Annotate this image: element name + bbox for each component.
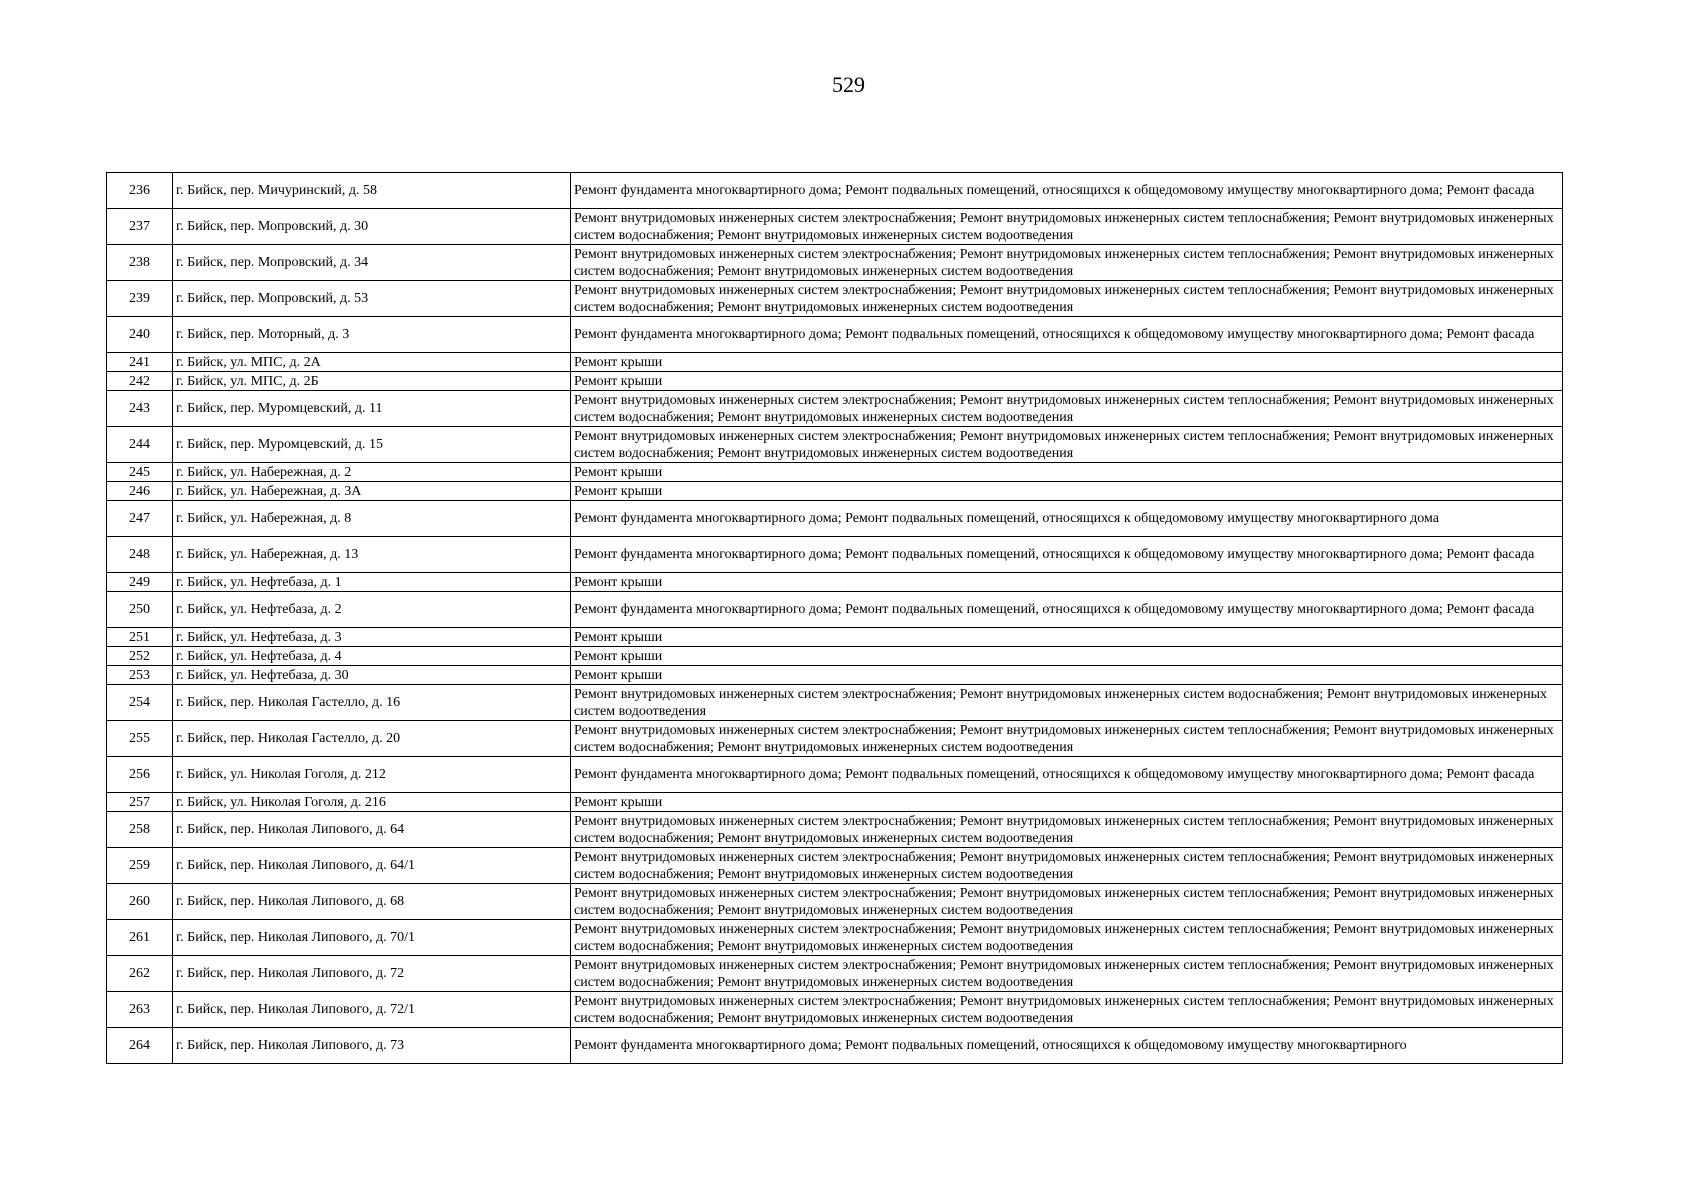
row-number: 250 [107,592,173,628]
row-address: г. Бийск, пер. Николая Липового, д. 68 [173,884,571,920]
table-row [107,685,1563,721]
row-address: г. Бийск, ул. Нефтебаза, д. 1 [173,573,571,592]
table-row [107,592,1563,628]
row-works: Ремонт внутридомовых инженерных систем электроснабжения; Ремонт внутридомовых инженерных систем теплоснабжения; Ремонт внутридомовых инженерных систем водоснабжения; Ремонт внутридомовых инженерных систем водоотведения [571,721,1563,757]
row-works: Ремонт внутридомовых инженерных систем электроснабжения; Ремонт внутридомовых инженерных систем теплоснабжения; Ремонт внутридомовых инженерных систем водоснабжения; Ремонт внутридомовых инженерных систем водоотведения [571,848,1563,884]
row-works: Ремонт фундамента многоквартирного дома; Ремонт подвальных помещений, относящихся к общедомовому имуществу многоквартирного дома [571,501,1563,537]
table-row [107,281,1563,317]
row-number: 237 [107,209,173,245]
row-number: 255 [107,721,173,757]
row-address: г. Бийск, ул. Набережная, д. 2 [173,463,571,482]
table-row [107,647,1563,666]
row-works: Ремонт фундамента многоквартирного дома; Ремонт подвальных помещений, относящихся к общедомовому имуществу многоквартирного [571,1028,1563,1064]
row-address: г. Бийск, пер. Николая Липового, д. 64 [173,812,571,848]
row-works: Ремонт внутридомовых инженерных систем электроснабжения; Ремонт внутридомовых инженерных систем теплоснабжения; Ремонт внутридомовых инженерных систем водоснабжения; Ремонт внутридомовых инженерных систем водоотведения [571,812,1563,848]
row-works: Ремонт фундамента многоквартирного дома; Ремонт подвальных помещений, относящихся к общедомовому имуществу многоквартирного дома; Ремонт фасада [571,317,1563,353]
row-works: Ремонт внутридомовых инженерных систем электроснабжения; Ремонт внутридомовых инженерных систем теплоснабжения; Ремонт внутридомовых инженерных систем водоснабжения; Ремонт внутридомовых инженерных систем водоотведения [571,956,1563,992]
table-row [107,463,1563,482]
table-row [107,537,1563,573]
row-address: г. Бийск, ул. Николая Гоголя, д. 216 [173,793,571,812]
row-address: г. Бийск, ул. Набережная, д. 13 [173,537,571,573]
row-works: Ремонт фундамента многоквартирного дома; Ремонт подвальных помещений, относящихся к общедомовому имуществу многоквартирного дома; Ремонт фасада [571,757,1563,793]
row-address: г. Бийск, пер. Николая Липового, д. 64/1 [173,848,571,884]
row-works: Ремонт фундамента многоквартирного дома; Ремонт подвальных помещений, относящихся к общедомовому имуществу многоквартирного дома; Ремонт фасада [571,592,1563,628]
row-works: Ремонт крыши [571,463,1563,482]
page-number: 529 [832,72,865,97]
row-number: 248 [107,537,173,573]
table-row [107,920,1563,956]
row-number: 256 [107,757,173,793]
row-number: 242 [107,372,173,391]
row-address: г. Бийск, пер. Николая Гастелло, д. 20 [173,721,571,757]
row-number: 254 [107,685,173,721]
row-address: г. Бийск, ул. Николая Гоголя, д. 212 [173,757,571,793]
row-number: 245 [107,463,173,482]
row-address: г. Бийск, ул. Набережная, д. 8 [173,501,571,537]
row-address: г. Бийск, пер. Мопровский, д. 53 [173,281,571,317]
table-row [107,884,1563,920]
row-works: Ремонт внутридомовых инженерных систем электроснабжения; Ремонт внутридомовых инженерных систем теплоснабжения; Ремонт внутридомовых инженерных систем водоснабжения; Ремонт внутридомовых инженерных систем водоотведения [571,391,1563,427]
table-row [107,317,1563,353]
row-number: 249 [107,573,173,592]
row-works: Ремонт внутридомовых инженерных систем электроснабжения; Ремонт внутридомовых инженерных систем теплоснабжения; Ремонт внутридомовых инженерных систем водоснабжения; Ремонт внутридомовых инженерных систем водоотведения [571,920,1563,956]
row-number: 253 [107,666,173,685]
row-number: 246 [107,482,173,501]
row-address: г. Бийск, пер. Мичуринский, д. 58 [173,173,571,209]
row-address: г. Бийск, ул. МПС, д. 2А [173,353,571,372]
table-row [107,209,1563,245]
row-number: 263 [107,992,173,1028]
row-works: Ремонт крыши [571,353,1563,372]
registry-body [107,173,1563,1064]
row-works: Ремонт крыши [571,666,1563,685]
row-works: Ремонт внутридомовых инженерных систем электроснабжения; Ремонт внутридомовых инженерных систем теплоснабжения; Ремонт внутридомовых инженерных систем водоснабжения; Ремонт внутридомовых инженерных систем водоотведения [571,209,1563,245]
row-address: г. Бийск, пер. Николая Липового, д. 73 [173,1028,571,1064]
row-address: г. Бийск, пер. Моторный, д. 3 [173,317,571,353]
table-row [107,482,1563,501]
table-row [107,812,1563,848]
row-number: 251 [107,628,173,647]
table-row [107,245,1563,281]
table-row [107,372,1563,391]
table-row [107,757,1563,793]
row-number: 239 [107,281,173,317]
row-works: Ремонт крыши [571,372,1563,391]
row-address: г. Бийск, пер. Николая Липового, д. 72/1 [173,992,571,1028]
row-address: г. Бийск, ул. Нефтебаза, д. 30 [173,666,571,685]
table-row [107,848,1563,884]
table-row [107,956,1563,992]
row-works: Ремонт фундамента многоквартирного дома; Ремонт подвальных помещений, относящихся к общедомовому имуществу многоквартирного дома; Ремонт фасада [571,173,1563,209]
row-number: 262 [107,956,173,992]
row-number: 260 [107,884,173,920]
repair-registry-table [106,172,1563,1064]
row-address: г. Бийск, ул. Набережная, д. 3А [173,482,571,501]
row-number: 247 [107,501,173,537]
row-address: г. Бийск, пер. Мопровский, д. 34 [173,245,571,281]
table-row [107,173,1563,209]
row-works: Ремонт фундамента многоквартирного дома; Ремонт подвальных помещений, относящихся к общедомовому имуществу многоквартирного дома; Ремонт фасада [571,537,1563,573]
row-number: 236 [107,173,173,209]
table-row [107,666,1563,685]
row-works: Ремонт крыши [571,793,1563,812]
row-works: Ремонт внутридомовых инженерных систем электроснабжения; Ремонт внутридомовых инженерных систем теплоснабжения; Ремонт внутридомовых инженерных систем водоснабжения; Ремонт внутридомовых инженерных систем водоотведения [571,281,1563,317]
row-number: 257 [107,793,173,812]
row-works: Ремонт крыши [571,573,1563,592]
table-row [107,353,1563,372]
row-works: Ремонт крыши [571,647,1563,666]
row-number: 258 [107,812,173,848]
row-address: г. Бийск, ул. Нефтебаза, д. 4 [173,647,571,666]
row-address: г. Бийск, пер. Николая Липового, д. 72 [173,956,571,992]
row-number: 259 [107,848,173,884]
table-row [107,793,1563,812]
row-address: г. Бийск, пер. Николая Липового, д. 70/1 [173,920,571,956]
table-row [107,628,1563,647]
row-address: г. Бийск, пер. Муромцевский, д. 11 [173,391,571,427]
row-number: 240 [107,317,173,353]
table-row [107,501,1563,537]
row-works: Ремонт внутридомовых инженерных систем электроснабжения; Ремонт внутридомовых инженерных систем теплоснабжения; Ремонт внутридомовых инженерных систем водоснабжения; Ремонт внутридомовых инженерных систем водоотведения [571,992,1563,1028]
row-address: г. Бийск, пер. Муромцевский, д. 15 [173,427,571,463]
row-works: Ремонт крыши [571,628,1563,647]
row-works: Ремонт внутридомовых инженерных систем электроснабжения; Ремонт внутридомовых инженерных систем водоснабжения; Ремонт внутридомовых инженерных систем водоотведения [571,685,1563,721]
table-row [107,573,1563,592]
row-number: 261 [107,920,173,956]
row-works: Ремонт внутридомовых инженерных систем электроснабжения; Ремонт внутридомовых инженерных систем теплоснабжения; Ремонт внутридомовых инженерных систем водоснабжения; Ремонт внутридомовых инженерных систем водоотведения [571,884,1563,920]
table-row [107,1028,1563,1064]
row-number: 241 [107,353,173,372]
row-address: г. Бийск, пер. Николая Гастелло, д. 16 [173,685,571,721]
row-works: Ремонт крыши [571,482,1563,501]
table-row [107,992,1563,1028]
row-works: Ремонт внутридомовых инженерных систем электроснабжения; Ремонт внутридомовых инженерных систем теплоснабжения; Ремонт внутридомовых инженерных систем водоснабжения; Ремонт внутридомовых инженерных систем водоотведения [571,245,1563,281]
row-number: 252 [107,647,173,666]
row-address: г. Бийск, ул. Нефтебаза, д. 2 [173,592,571,628]
table-row [107,391,1563,427]
table-row [107,427,1563,463]
row-works: Ремонт внутридомовых инженерных систем электроснабжения; Ремонт внутридомовых инженерных систем теплоснабжения; Ремонт внутридомовых инженерных систем водоснабжения; Ремонт внутридомовых инженерных систем водоотведения [571,427,1563,463]
row-address: г. Бийск, ул. МПС, д. 2Б [173,372,571,391]
row-number: 238 [107,245,173,281]
row-number: 244 [107,427,173,463]
row-number: 264 [107,1028,173,1064]
row-address: г. Бийск, ул. Нефтебаза, д. 3 [173,628,571,647]
row-number: 243 [107,391,173,427]
table-row [107,721,1563,757]
row-address: г. Бийск, пер. Мопровский, д. 30 [173,209,571,245]
